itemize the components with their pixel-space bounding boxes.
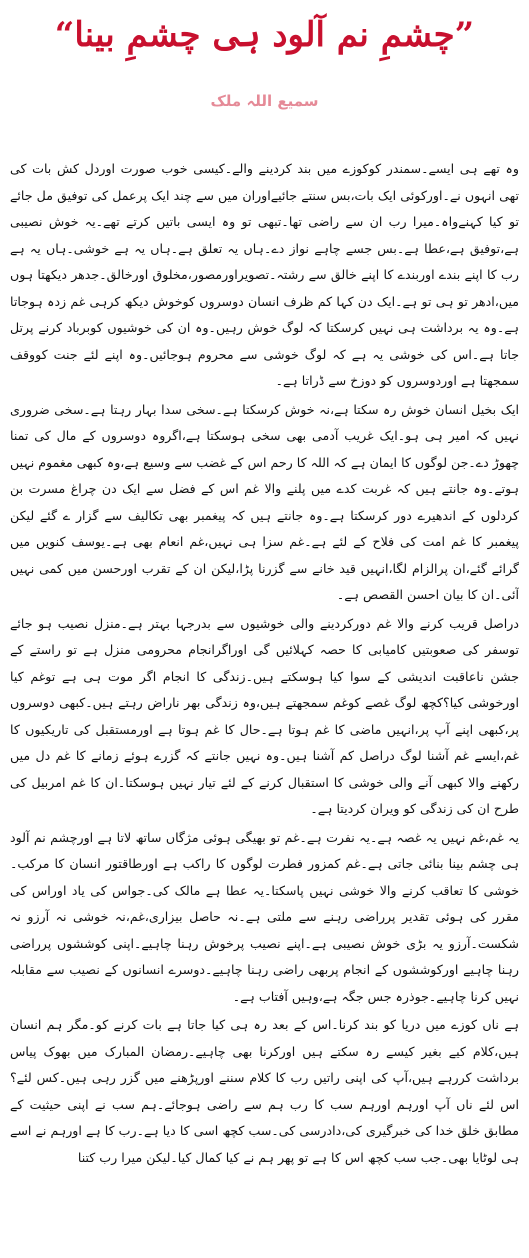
article-title: ”چشمِ نم آلود ہی چشمِ بینا“ — [54, 15, 475, 55]
author-byline: سمیع اللہ ملک — [210, 92, 319, 110]
article-paragraph: دراصل قریب کرنے والا غم دورکردینے والی خوشیوں سے بدرجہا بہتر ہے۔منزل نصیب ہو جائے توسفر کی صعوبتیں کامیابی کا حصہ کہلائیں گی اوراگرانجام محرومی منزل ہے تو راستے کے جشن ناعاقبت اندیشی کے سوا کیا ہوسکتے ہیں۔زندگی کا انجام اگر موت ہی ہے توغم کیا اورخوشی کیا؟کچھ لوگ غصے کوغم سمجھتے ہیں،وہ زندگی بھر ناراض رہتے ہیں۔کبھی دوسروں پر،کبھی اپنے آپ پر،انہیں ماضی کا غم ہوتا ہے۔حال کا غم ہوتا ہے اورمستقبل کی تاریکیوں کا غم،ایسے غم آشنا لوگ دراصل کم آشنا ہیں۔وہ نہیں جانتے کہ گزرے ہوئے زمانے کا غم دل میں رکھنے والا کبھی آنے والی خوشی کا استقبال کرنے کے لئے تیار نہیں ہوسکتا۔ان کا غم امربیل کی طرح ان کی زندگی کو ویران کردیتا ہے۔ — [10, 615, 519, 816]
article-paragraph: ایک بخیل انسان خوش رہ سکتا ہے،نہ خوش کرسکتا ہے۔سخی سدا بہار رہتا ہے۔سخی ضروری نہیں کہ امیر ہی ہو۔ایک غریب آدمی بھی سخی ہوسکتا ہے،اگروہ دوسروں کے مال کی تمنا چھوڑ دے۔جن لوگوں کا ایمان ہے کہ اللہ کا رحم اس کے غضب سے وسیع ہے،وہ کبھی مغموم نہیں ہوتے۔وہ جانتے ہیں کہ غربت کدے میں پلنے والا غم اس کے فضل سے ایک دن چراغ مسرت بن کردلوں کے اندھیرے دور کرسکتا ہے۔وہ جانتے ہیں کہ پیغمبر بھی تکالیف سے گزار ے گئے لیکن پیغمبر کا غم امت کی فلاح کے لئے ہے۔غم سزا ہی نہیں،غم انعام بھی ہے۔یوسف کنویں میں گرائے گئے،ان پرالزام لگا،انہیں قید خانے سے گزرنا پڑا،لیکن ان کے تقرب اورحسن میں کمی نہیں آئی۔ان کا بیان احسن القصص ہے۔ — [10, 401, 519, 602]
article-body — [10, 156, 519, 1258]
article-paragraph: ہے ناں کوزے میں دریا کو بند کرنا۔اس کے بعد رہ ہی کیا جاتا ہے بات کرنے کو۔مگر ہم انسان ہیں،کلام کیے بغیر کیسے رہ سکتے ہیں اورکرنا بھی چاہیے۔رمضان المبارک میں بھوک پیاس برداشت کررہے ہیں،آپ کی اپنی راتیں رب کا کلام سننے اورپڑھنے میں گزر رہی ہیں۔کس لئے؟اس لئے ناں آپ اورہم اورہم سب کا رب ہم سے راضی ہوجائے۔ہم سب نے اپنی حیثیت کے مطابق خلق خدا کی خبرگیری کی،دادرسی کی۔سب کچھ اسی کا دیا ہے۔رب کا ہے اورہم نے اسے ہی لوٹایا بھی۔جب سب کچھ اس کا ہے تو پھر ہم نے کیا کمال کیا۔لیکن میرا رب کتنا — [10, 1017, 519, 1165]
article-paragraph: وہ تھے ہی ایسے۔سمندر کوکوزے میں بند کردینے والے۔کیسی خوب صورت اوردل کش بات کی تھی انہوں نے۔اورکوئی ایک بات،بس سنتے جائیےاوران میں سے چند ایک پرعمل کی توفیق مل جائے تو کیا کہنےواہ۔میرا رب ان سے راضی تھا۔تبھی تو وہ ایسی باتیں کرتے تھے۔یہ خوش نصیبی ہے،توفیق ہے،عطا ہے۔بس جسے چاہے نواز دے۔ہاں یہ تعلق ہے۔ہاں یہ ہے خوشی۔ہاں یہ ہے رب کا اپنے بندے اوربندے کا اپنے خالق سے رشتہ۔تصویراورمصور،مخلوق اورخالق۔جدھر دیکھتا ہوں میں،ادھر تو ہی تو ہے۔ایک دن کہا کم ظرف انسان دوسروں کوخوش دیکھ کرہی غم زدہ ہوجاتا ہے۔وہ یہ برداشت ہی نہیں کرسکتا کہ لوگ خوش رہیں۔وہ ان کی خوشیوں کوبرباد کرنے پرتل جاتا ہے۔اس کی خوشی یہ ہے کہ لوگ خوشی سے محروم ہوجائیں۔وہ اپنے لئے جنت کووقف سمجھتا ہے اوردوسروں کو دوزخ سے ڈراتا ہے۔ — [10, 161, 519, 388]
article-paragraph: یہ غم،غم نہیں یہ غصہ ہے۔یہ نفرت ہے۔غم تو بھیگی ہوئی مژگاں ساتھ لاتا ہے اورچشم نم آلود ہی چشم بینا بنائی جاتی ہے۔غم کمزور فطرت لوگوں کا راکب ہے اورطاقتور انسان کا مرکب۔خوشی کا تعاقب کرنے والا خوشی نہیں پاسکتا۔یہ عطا ہے مالک کی۔جواس کی یاد اوراس کی مقرر کی ہوئی تقدیر پرراضی رہنے سے ملتی ہے۔نہ حاصل بیزاری،غم،نہ خوشی نہ آرزو نہ شکست۔آرزو یہ بڑی خوش نصیبی ہے۔اپنے نصیب پرخوش رہنا چاہیے۔اپنی کوششوں پرراضی رہنا چاہیے اورکوششوں کے انجام پربھی راضی رہنا چاہیے۔دوسرے انسانوں کے نصیب سے مقابلہ نہیں کرنا چاہیے۔جوذرہ جس جگہ ہے،وہیں آفتاب ہے۔ — [10, 829, 519, 1004]
